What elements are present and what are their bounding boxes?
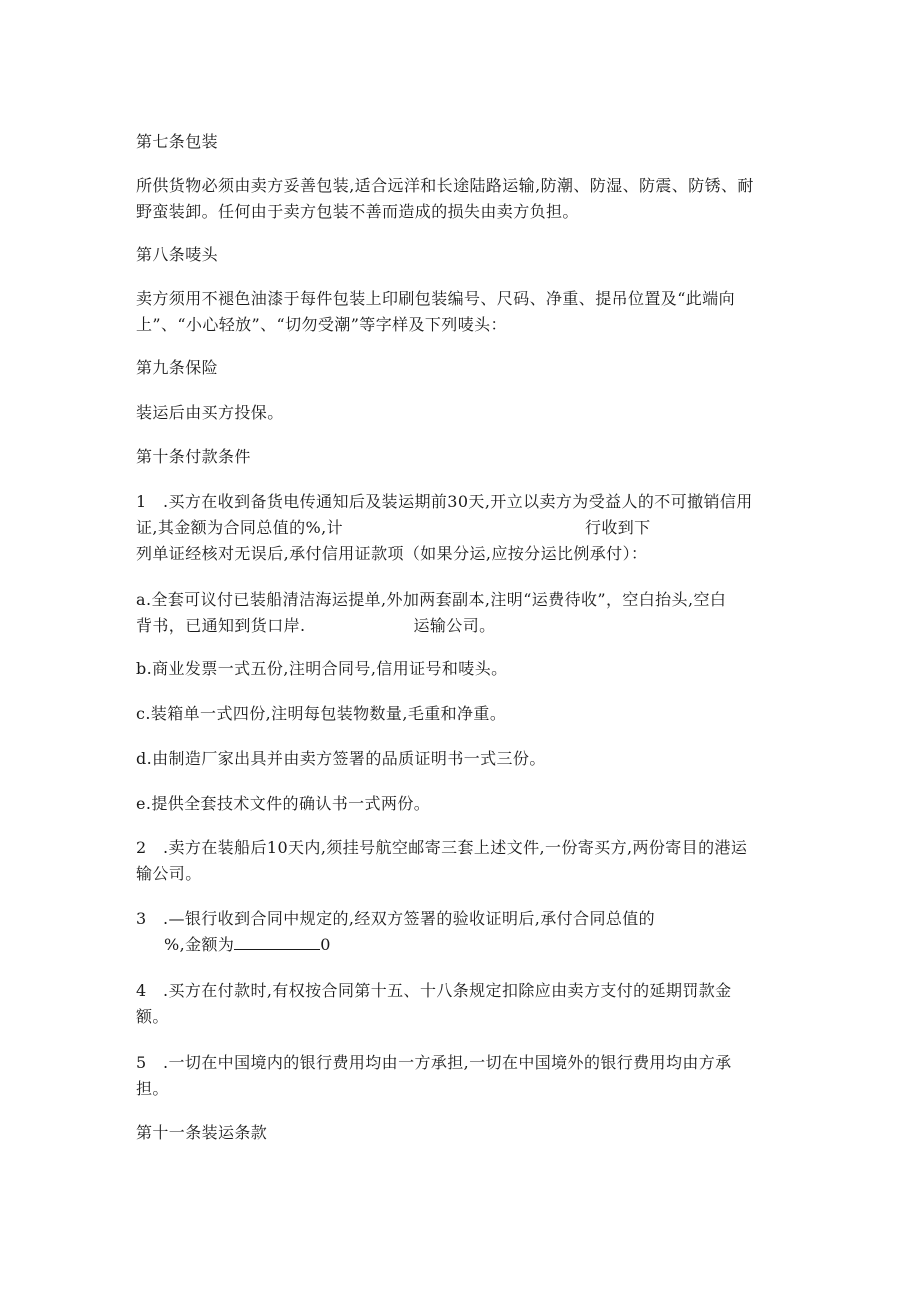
article-11-heading: 第十一条装运条款 [136,1123,268,1142]
article-8-heading: 第八条唛头 [136,245,219,264]
article-7-text-line-2: 野蛮装卸。任何由于卖方包装不善而造成的损失由卖方负担。 [136,202,579,221]
document-a-line-2-part-b: 运输公司。 [413,616,496,635]
payment-item-3-line-1: 3 .—银行收到合同中规定的,经双方签署的验收证明后,承付合同总值的 [136,909,656,928]
payment-item-1-line-3: 列单证经核对无误后,承付信用证款项（如果分运,应按分运比例承付）： [136,544,648,563]
article-10-heading: 第十条付款条件 [136,447,251,466]
payment-item-5-line-2: 担。 [136,1079,169,1098]
article-9-heading: 第九条保险 [136,358,219,377]
article-9-text: 装运后由买方投保。 [136,403,284,422]
document-c: c.装箱单一式四份,注明每包装物数量,毛重和净重。 [136,704,507,723]
payment-item-3-line-2-part-a: %,金额为 [164,935,235,954]
document-a-line-2-part-a: 背书，已通知到货口岸. [136,616,306,635]
document-d: d.由制造厂家出具并由卖方签署的品质证明书一式三份。 [136,749,546,768]
article-7-heading: 第七条包装 [136,132,219,151]
payment-item-1-line-2 [136,517,651,539]
payment-item-4-line-2: 额。 [136,1007,169,1026]
document-b: b.商业发票一式五份,注明合同号,信用证号和唛头。 [136,659,508,678]
payment-item-5-line-1: 5 .一切在中国境内的银行费用均由一方承担,一切在中国境外的银行费用均由方承 [136,1053,732,1072]
payment-item-2-line-2: 输公司。 [136,864,202,883]
payment-item-1-line-2-part-a: 证,其金额为合同总值的%,计 [136,518,343,537]
payment-item-1-line-2-part-b: 行收到下 [584,518,651,537]
document-e: e.提供全套技术文件的确认书一式两份。 [136,794,431,813]
article-7-text-line-1: 所供货物必须由卖方妥善包装,适合远洋和长途陆路运输,防潮、防湿、防震、防锈、耐 [136,176,754,195]
document-a-line-2 [136,615,496,637]
payment-item-4-line-1: 4 .买方在付款时,有权按合同第十五、十八条规定扣除应由卖方支付的延期罚款金 [136,981,732,1000]
article-8-text-line-2: 上”、“小心轻放”、“切勿受潮”等字样及下列唛头： [136,315,507,334]
payment-item-3-line-2 [164,934,331,956]
amount-blank-line [234,935,320,950]
payment-item-3-line-2-part-b: 0 [320,935,331,954]
document-a-line-1: a.全套可议付已装船清洁海运提单,外加两套副本,注明“运费待收”，空白抬头,空白 [136,590,727,609]
article-8-text-line-1: 卖方须用不褪色油漆于每件包装上印刷包装编号、尺码、净重、提吊位置及“此端向 [136,289,735,308]
payment-item-2-line-1: 2 .卖方在装船后10天内,须挂号航空邮寄三套上述文件,一份寄买方,两份寄目的港运 [136,838,748,857]
payment-item-1-line-1: 1 .买方在收到备货电传通知后及装运期前30天,开立以卖方为受益人的不可撤销信用 [136,492,753,511]
